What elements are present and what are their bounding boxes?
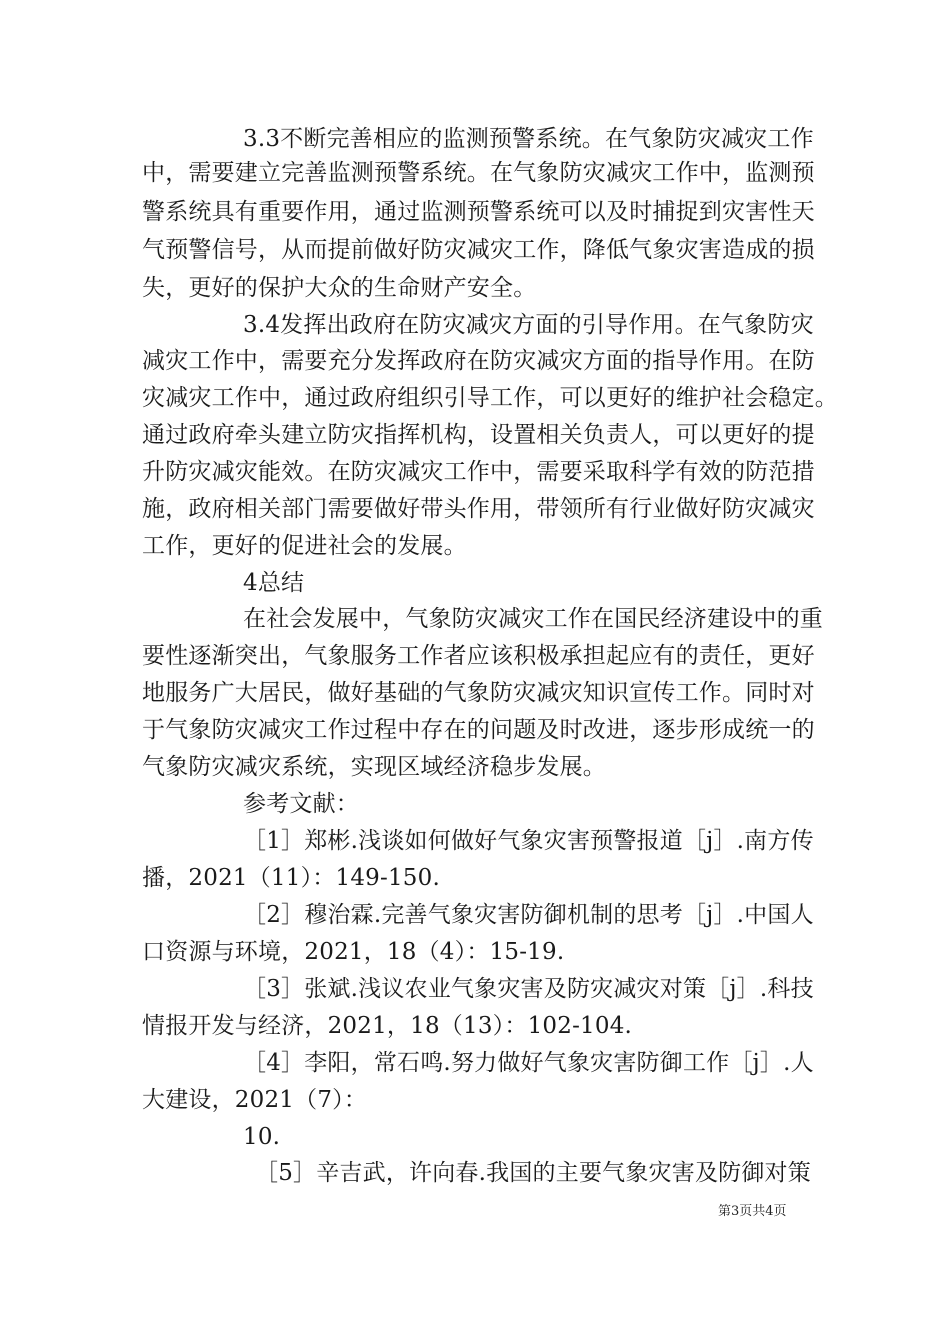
reference-entry: ［3］张斌.浅议农业气象灾害及防灾减灾对策［j］.科技 xyxy=(243,976,814,1002)
paragraph-line: 地服务广大居民，做好基础的气象防灾减灾知识宣传工作。同时对 xyxy=(142,680,815,706)
paragraph-line: 气预警信号，从而提前做好防灾减灾工作，降低气象灾害造成的损 xyxy=(142,237,815,263)
paragraph-line: 3.3不断完善相应的监测预警系统。在气象防灾减灾工作 xyxy=(243,126,814,152)
reference-entry: 口资源与环境，2021，18（4）：15-19. xyxy=(142,939,565,965)
paragraph-line: 施，政府相关部门需要做好带头作用，带领所有行业做好防灾减灾 xyxy=(142,496,815,522)
reference-entry: ［4］李阳，常石鸣.努力做好气象灾害防御工作［j］.人 xyxy=(243,1050,814,1076)
paragraph-line: 工作，更好的促进社会的发展。 xyxy=(142,533,467,559)
paragraph-line: 减灾工作中，需要充分发挥政府在防灾减灾方面的指导作用。在防 xyxy=(142,348,815,374)
paragraph-line: 失，更好的保护大众的生命财产安全。 xyxy=(142,275,537,301)
reference-entry: 10. xyxy=(243,1124,281,1150)
paragraph-line: 气象防灾减灾系统，实现区域经济稳步发展。 xyxy=(142,754,606,780)
references-heading: 参考文献： xyxy=(243,791,359,817)
section-heading: 4总结 xyxy=(243,570,305,596)
reference-entry: 大建设，2021（7）： xyxy=(142,1087,368,1113)
paragraph-line: 于气象防灾减灾工作过程中存在的问题及时改进，逐步形成统一的 xyxy=(142,717,815,743)
paragraph-line: 3.4发挥出政府在防灾减灾方面的引导作用。在气象防灾 xyxy=(243,312,814,338)
paragraph-line: 通过政府牵头建立防灾指挥机构，设置相关负责人，可以更好的提 xyxy=(142,422,815,448)
paragraph-line: 警系统具有重要作用，通过监测预警系统可以及时捕捉到灾害性天 xyxy=(142,199,815,225)
reference-entry: ［2］穆治霖.完善气象灾害防御机制的思考［j］.中国人 xyxy=(243,902,814,928)
reference-entry: ［1］郑彬.浅谈如何做好气象灾害预警报道［j］.南方传 xyxy=(243,828,814,854)
paragraph-line: 要性逐渐突出，气象服务工作者应该积极承担起应有的责任，更好 xyxy=(142,643,815,669)
paragraph-line: 中，需要建立完善监测预警系统。在气象防灾减灾工作中，监测预 xyxy=(142,160,815,186)
paragraph-line: 在社会发展中，气象防灾减灾工作在国民经济建设中的重 xyxy=(243,606,823,632)
reference-entry: 播，2021（11）：149-150. xyxy=(142,865,440,891)
reference-entry: ［5］辛吉武，许向春.我国的主要气象灾害及防御对策 xyxy=(255,1160,811,1186)
page-number: 第3页共4页 xyxy=(718,1204,787,1219)
paragraph-line: 灾减灾工作中，通过政府组织引导工作，可以更好的维护社会稳定。 xyxy=(142,385,838,411)
reference-entry: 情报开发与经济，2021，18（13）：102-104. xyxy=(142,1013,633,1039)
paragraph-line: 升防灾减灾能效。在防灾减灾工作中，需要采取科学有效的防范措 xyxy=(142,459,815,485)
